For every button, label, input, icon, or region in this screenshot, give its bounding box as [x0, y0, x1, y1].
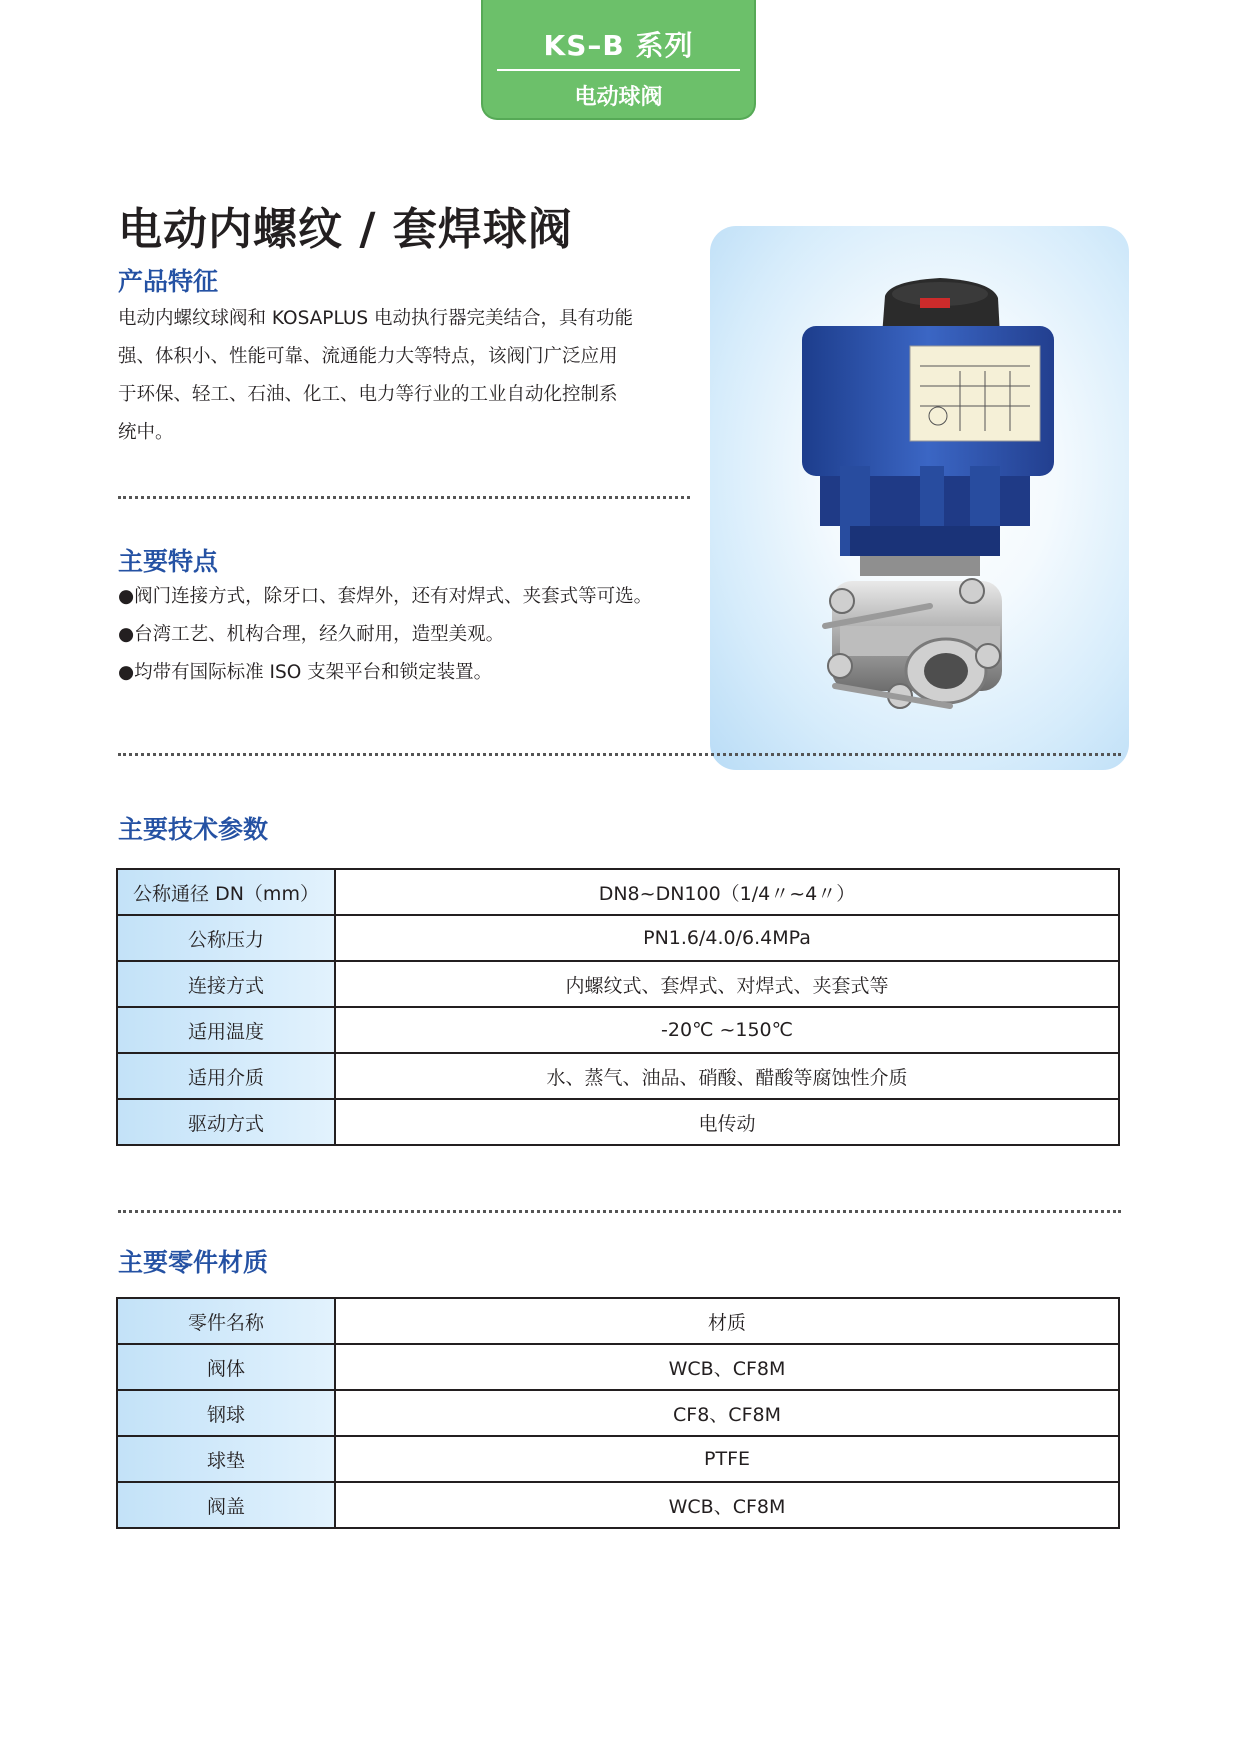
features-paragraph: [118, 300, 693, 452]
dotted-divider: [118, 753, 1121, 756]
spec-value: 水、蒸气、油品、硝酸、醋酸等腐蚀性介质: [335, 1053, 1119, 1099]
spec-key: 驱动方式: [117, 1099, 335, 1145]
spec-value: PN1.6/4.0/6.4MPa: [335, 915, 1119, 961]
spec-value: 内螺纹式、套焊式、对焊式、夹套式等: [335, 961, 1119, 1007]
electric-ball-valve-illustration: [710, 226, 1129, 770]
highlights-list: [118, 578, 708, 692]
features-heading: 产品特征: [118, 267, 219, 296]
table-row: [117, 1053, 1119, 1099]
features-line: 统中。: [118, 422, 174, 443]
part-material: CF8、CF8M: [335, 1390, 1119, 1436]
spec-value: -20℃ ~150℃: [335, 1007, 1119, 1053]
part-material: PTFE: [335, 1436, 1119, 1482]
category-label: 电动球阀: [574, 85, 663, 110]
materials-heading: 主要零件材质: [118, 1248, 269, 1277]
product-photo: [710, 226, 1129, 770]
spec-key: 公称通径 DN（mm）: [117, 869, 335, 915]
highlight-item: ●均带有国际标准 ISO 支架平台和锁定装置。: [118, 662, 493, 683]
table-row: [117, 1482, 1119, 1528]
part-material: WCB、CF8M: [335, 1344, 1119, 1390]
part-name: 钢球: [117, 1390, 335, 1436]
materials-table: [116, 1297, 1120, 1529]
page-title: 电动内螺纹 / 套焊球阀: [118, 204, 573, 255]
series-tab: [481, 0, 756, 120]
spec-key: 连接方式: [117, 961, 335, 1007]
table-row: [117, 869, 1119, 915]
column-header-part: 零件名称: [117, 1298, 335, 1344]
table-row: [117, 1344, 1119, 1390]
features-line: 于环保、轻工、石油、化工、电力等行业的工业自动化控制系: [118, 384, 618, 405]
table-row: [117, 1099, 1119, 1145]
table-header-row: [117, 1298, 1119, 1344]
highlight-item: ●阀门连接方式，除牙口、套焊外，还有对焊式、夹套式等可选。: [118, 586, 653, 607]
table-row: [117, 1436, 1119, 1482]
series-label: KS–B 系列: [543, 29, 694, 62]
table-row: [117, 915, 1119, 961]
dotted-divider: [118, 1210, 1121, 1213]
dotted-divider: [118, 496, 690, 499]
spec-value: 电传动: [335, 1099, 1119, 1145]
part-name: 阀盖: [117, 1482, 335, 1528]
features-line: 强、体积小、性能可靠、流通能力大等特点，该阀门广泛应用: [118, 346, 618, 367]
highlights-heading: 主要特点: [118, 547, 219, 576]
table-row: [117, 1007, 1119, 1053]
features-line: 电动内螺纹球阀和 KOSAPLUS 电动执行器完美结合，具有功能: [118, 308, 634, 329]
spec-key: 公称压力: [117, 915, 335, 961]
table-row: [117, 961, 1119, 1007]
specs-table: [116, 868, 1120, 1146]
table-row: [117, 1390, 1119, 1436]
spec-value: DN8~DN100（1/4〃~4〃）: [335, 869, 1119, 915]
column-header-material: 材质: [335, 1298, 1119, 1344]
highlight-item: ●台湾工艺、机构合理，经久耐用，造型美观。: [118, 624, 505, 645]
part-name: 阀体: [117, 1344, 335, 1390]
part-name: 球垫: [117, 1436, 335, 1482]
part-material: WCB、CF8M: [335, 1482, 1119, 1528]
series-divider: [497, 69, 740, 71]
specs-heading: 主要技术参数: [118, 815, 269, 844]
spec-key: 适用介质: [117, 1053, 335, 1099]
spec-key: 适用温度: [117, 1007, 335, 1053]
